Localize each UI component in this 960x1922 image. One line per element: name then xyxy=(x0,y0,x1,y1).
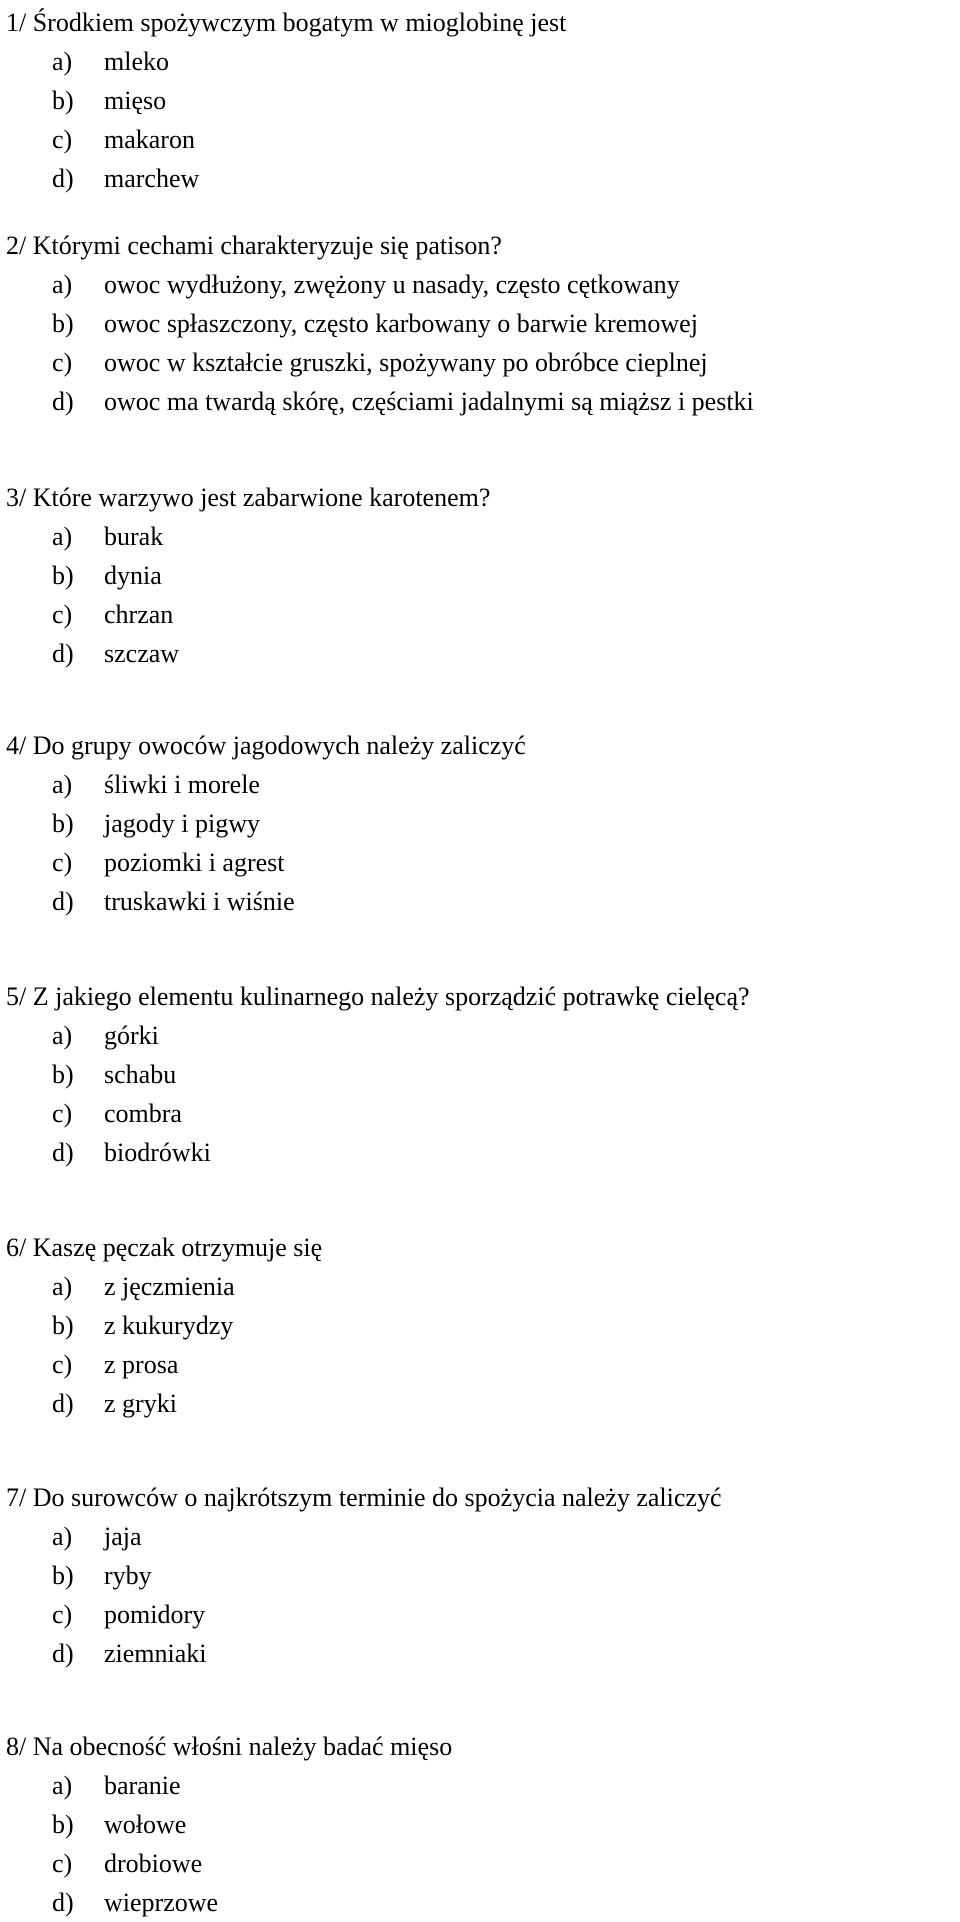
option-text: makaron xyxy=(104,125,195,154)
option-c xyxy=(6,595,956,634)
option-text: górki xyxy=(104,1021,159,1050)
option-a xyxy=(6,1267,956,1306)
option-letter: c) xyxy=(52,1099,73,1128)
question-5 xyxy=(6,977,956,1172)
option-letter: d) xyxy=(52,1639,74,1668)
option-c xyxy=(6,120,956,159)
option-letter: a) xyxy=(52,770,73,799)
option-letter: d) xyxy=(52,1888,74,1917)
question-3 xyxy=(6,478,956,673)
option-letter: a) xyxy=(52,1272,73,1301)
question-4 xyxy=(6,726,956,921)
option-letter: d) xyxy=(52,1389,74,1418)
option-text: z kukurydzy xyxy=(104,1311,234,1340)
option-text: jaja xyxy=(104,1522,142,1551)
option-a xyxy=(6,517,956,556)
option-b xyxy=(6,1055,956,1094)
question-text: 7/ Do surowców o najkrótszym terminie do spożycia należy zaliczyć xyxy=(6,1483,722,1512)
option-text: burak xyxy=(104,522,164,551)
option-a xyxy=(6,1766,956,1805)
option-text: owoc spłaszczony, często karbowany o barwie kremowej xyxy=(104,309,698,338)
question-text: 4/ Do grupy owoców jagodowych należy zaliczyć xyxy=(6,731,526,760)
option-letter: c) xyxy=(52,125,73,154)
option-letter: a) xyxy=(52,1522,73,1551)
option-text: wołowe xyxy=(104,1810,187,1839)
option-text: z gryki xyxy=(104,1389,177,1418)
option-c xyxy=(6,1094,956,1133)
question-7 xyxy=(6,1478,956,1673)
option-text: pomidory xyxy=(104,1600,206,1629)
option-text: jagody i pigwy xyxy=(104,809,260,838)
option-d xyxy=(6,882,956,921)
option-text: wieprzowe xyxy=(104,1888,219,1917)
option-text: poziomki i agrest xyxy=(104,848,285,877)
option-text: drobiowe xyxy=(104,1849,203,1878)
option-b xyxy=(6,304,956,343)
question-6 xyxy=(6,1228,956,1423)
option-c xyxy=(6,1345,956,1384)
option-text: z prosa xyxy=(104,1350,179,1379)
option-text: ryby xyxy=(104,1561,152,1590)
option-letter: b) xyxy=(52,1060,74,1089)
option-text: chrzan xyxy=(104,600,174,629)
option-text: mleko xyxy=(104,47,169,76)
option-letter: d) xyxy=(52,887,74,916)
option-letter: d) xyxy=(52,164,74,193)
option-letter: a) xyxy=(52,270,73,299)
option-text: śliwki i morele xyxy=(104,770,260,799)
option-text: owoc wydłużony, zwężony u nasady, często cętkowany xyxy=(104,270,680,299)
option-letter: b) xyxy=(52,809,74,838)
option-c xyxy=(6,1595,956,1634)
option-d xyxy=(6,1384,956,1423)
question-text: 1/ Środkiem spożywczym bogatym w mioglobinę jest xyxy=(6,8,567,37)
option-text: biodrówki xyxy=(104,1138,211,1167)
option-letter: c) xyxy=(52,600,73,629)
option-b xyxy=(6,81,956,120)
option-a xyxy=(6,765,956,804)
option-text: z jęczmienia xyxy=(104,1272,235,1301)
option-letter: b) xyxy=(52,1311,74,1340)
option-b xyxy=(6,804,956,843)
option-b xyxy=(6,1306,956,1345)
option-text: truskawki i wiśnie xyxy=(104,887,295,916)
option-letter: b) xyxy=(52,1810,74,1839)
question-8 xyxy=(6,1727,956,1922)
option-c xyxy=(6,843,956,882)
question-2 xyxy=(6,226,956,421)
question-text: 6/ Kaszę pęczak otrzymuje się xyxy=(6,1233,323,1262)
option-d xyxy=(6,1133,956,1172)
option-letter: c) xyxy=(52,848,73,877)
option-c xyxy=(6,1844,956,1883)
option-text: schabu xyxy=(104,1060,177,1089)
question-text: 8/ Na obecność włośni należy badać mięso xyxy=(6,1732,453,1761)
option-letter: b) xyxy=(52,86,74,115)
question-1 xyxy=(6,3,956,198)
option-letter: c) xyxy=(52,1849,73,1878)
option-text: marchew xyxy=(104,164,200,193)
option-d xyxy=(6,159,956,198)
option-letter: d) xyxy=(52,387,74,416)
option-a xyxy=(6,1517,956,1556)
question-text: 5/ Z jakiego elementu kulinarnego należy sporządzić potrawkę cielęcą? xyxy=(6,982,750,1011)
option-letter: b) xyxy=(52,1561,74,1590)
option-letter: a) xyxy=(52,522,73,551)
option-text: baranie xyxy=(104,1771,181,1800)
option-b xyxy=(6,1556,956,1595)
option-b xyxy=(6,556,956,595)
option-letter: d) xyxy=(52,1138,74,1167)
option-letter: c) xyxy=(52,348,73,377)
option-c xyxy=(6,343,956,382)
option-d xyxy=(6,634,956,673)
option-text: szczaw xyxy=(104,639,180,668)
option-letter: b) xyxy=(52,561,74,590)
question-text: 3/ Które warzywo jest zabarwione karotenem? xyxy=(6,483,491,512)
option-d xyxy=(6,1634,956,1673)
option-a xyxy=(6,42,956,81)
option-a xyxy=(6,1016,956,1055)
option-letter: a) xyxy=(52,1771,73,1800)
option-letter: c) xyxy=(52,1600,73,1629)
option-a xyxy=(6,265,956,304)
option-text: owoc ma twardą skórę, częściami jadalnymi są miąższ i pestki xyxy=(104,387,754,416)
option-text: dynia xyxy=(104,561,162,590)
question-text: 2/ Którymi cechami charakteryzuje się patison? xyxy=(6,231,502,260)
option-letter: d) xyxy=(52,639,74,668)
option-letter: c) xyxy=(52,1350,73,1379)
option-d xyxy=(6,1883,956,1922)
option-letter: a) xyxy=(52,1021,73,1050)
option-text: owoc w kształcie gruszki, spożywany po obróbce cieplnej xyxy=(104,348,708,377)
option-text: mięso xyxy=(104,86,167,115)
option-text: combra xyxy=(104,1099,182,1128)
option-b xyxy=(6,1805,956,1844)
option-d xyxy=(6,382,956,421)
option-letter: a) xyxy=(52,47,73,76)
option-text: ziemniaki xyxy=(104,1639,207,1668)
option-letter: b) xyxy=(52,309,74,338)
